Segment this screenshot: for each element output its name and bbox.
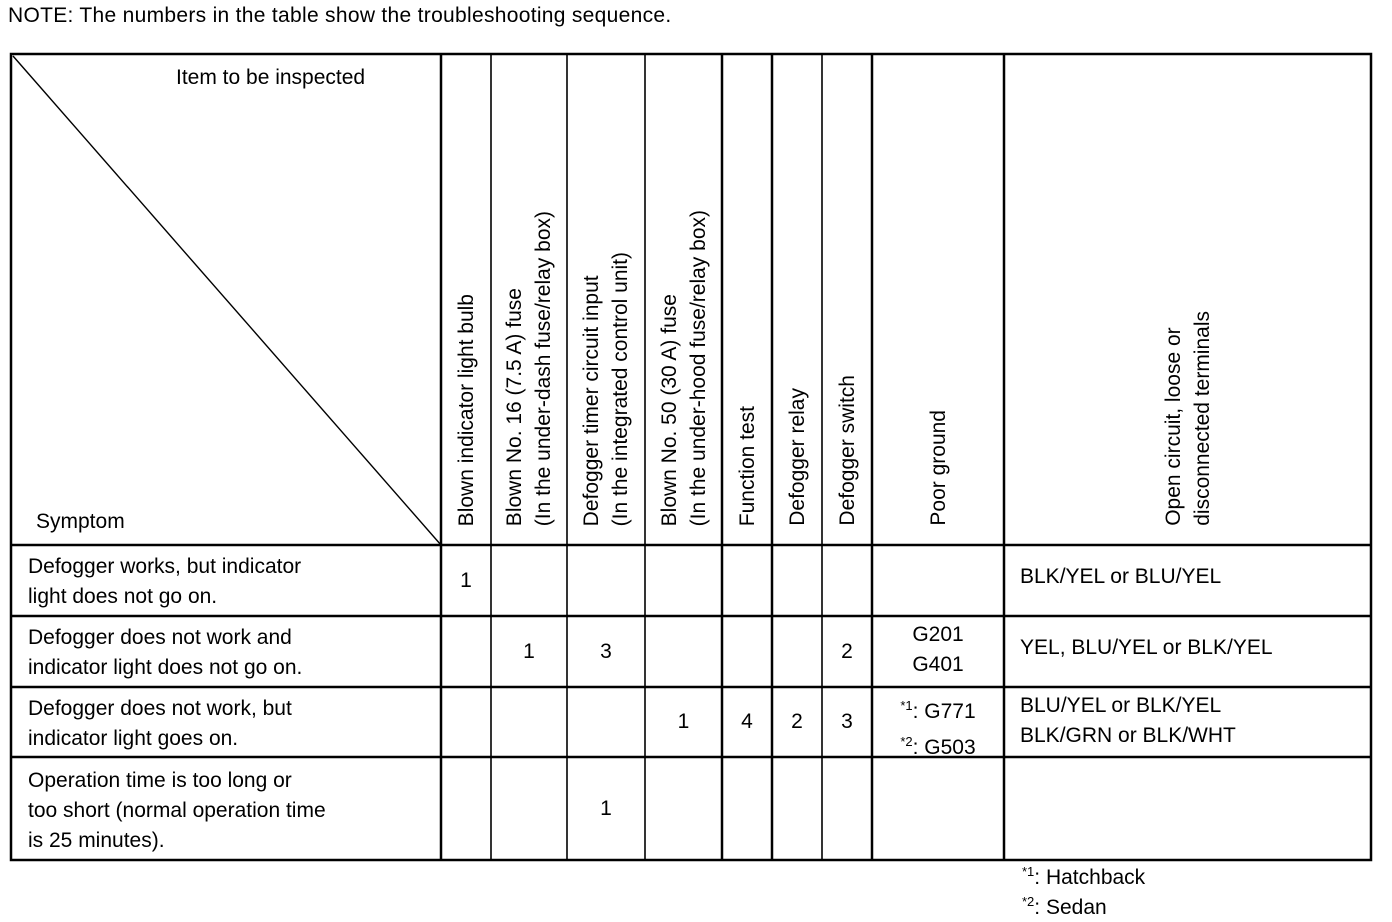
corner-diagonal (13, 56, 441, 545)
column-header-function-test: Function test (735, 405, 759, 526)
table-cell: 3 (841, 710, 853, 733)
item-to-be-inspected-label: Item to be inspected (176, 66, 366, 89)
footnote-hatchback: $^{*1}$: Hatchback (1022, 864, 1146, 889)
column-header-poor-ground: Poor ground (926, 410, 950, 526)
table-cell: 2 (841, 640, 853, 663)
table-cell: 1 (677, 710, 690, 733)
table-cell: 1 (600, 797, 612, 820)
table-cell-terminals: BLU/YEL or BLK/YEL BLK/GRN or BLK/WHT (1020, 694, 1236, 747)
column-header-timer-input: Defogger timer circuit input (In the integrated control unit) (580, 251, 632, 526)
table-cell: 1 (523, 640, 535, 663)
table-cell-ground: $^{*1}$: G771 $^{*2}$: G503 (900, 698, 976, 759)
symptom-label: Symptom (36, 510, 125, 533)
table-row-symptom: Operation time is too long or too short (normal operation time is 25 minutes). (28, 769, 326, 852)
column-header-indicator-bulb: Blown indicator light bulb (454, 293, 478, 526)
table-cell: 1 (460, 569, 472, 592)
table-cell-ground: G201 G401 (912, 623, 964, 676)
table-cell: 3 (600, 640, 612, 663)
column-header-fuse-16: Blown No. 16 (7.5 A) fuse (In the under-dash fuse/relay box) (503, 210, 555, 526)
column-header-fuse-50: Blown No. 50 (30 A) fuse (In the under-hood fuse/relay box) (657, 209, 710, 526)
table-cell: 4 (741, 710, 753, 733)
column-header-defogger-relay: Defogger relay (785, 388, 809, 526)
footnote-sedan: $^{*2}$: Sedan (1022, 894, 1107, 919)
table-cell: 2 (791, 710, 803, 733)
table-row-symptom: Defogger works, but indicator light does not go on. (28, 555, 302, 608)
table-cell-terminals: BLK/YEL or BLU/YEL (1020, 565, 1222, 588)
column-header-defogger-switch: Defogger switch (835, 375, 859, 526)
table-cell-terminals: YEL, BLU/YEL or BLK/YEL (1020, 636, 1273, 659)
table-row-symptom: Defogger does not work and indicator light does not go on. (28, 626, 303, 679)
note-text: NOTE: The numbers in the table show the troubleshooting sequence. (8, 4, 672, 27)
column-header-open-circuit: Open circuit, loose or disconnected terminals (1161, 311, 1214, 526)
table-row-symptom: Defogger does not work, but indicator light goes on. (28, 697, 292, 750)
